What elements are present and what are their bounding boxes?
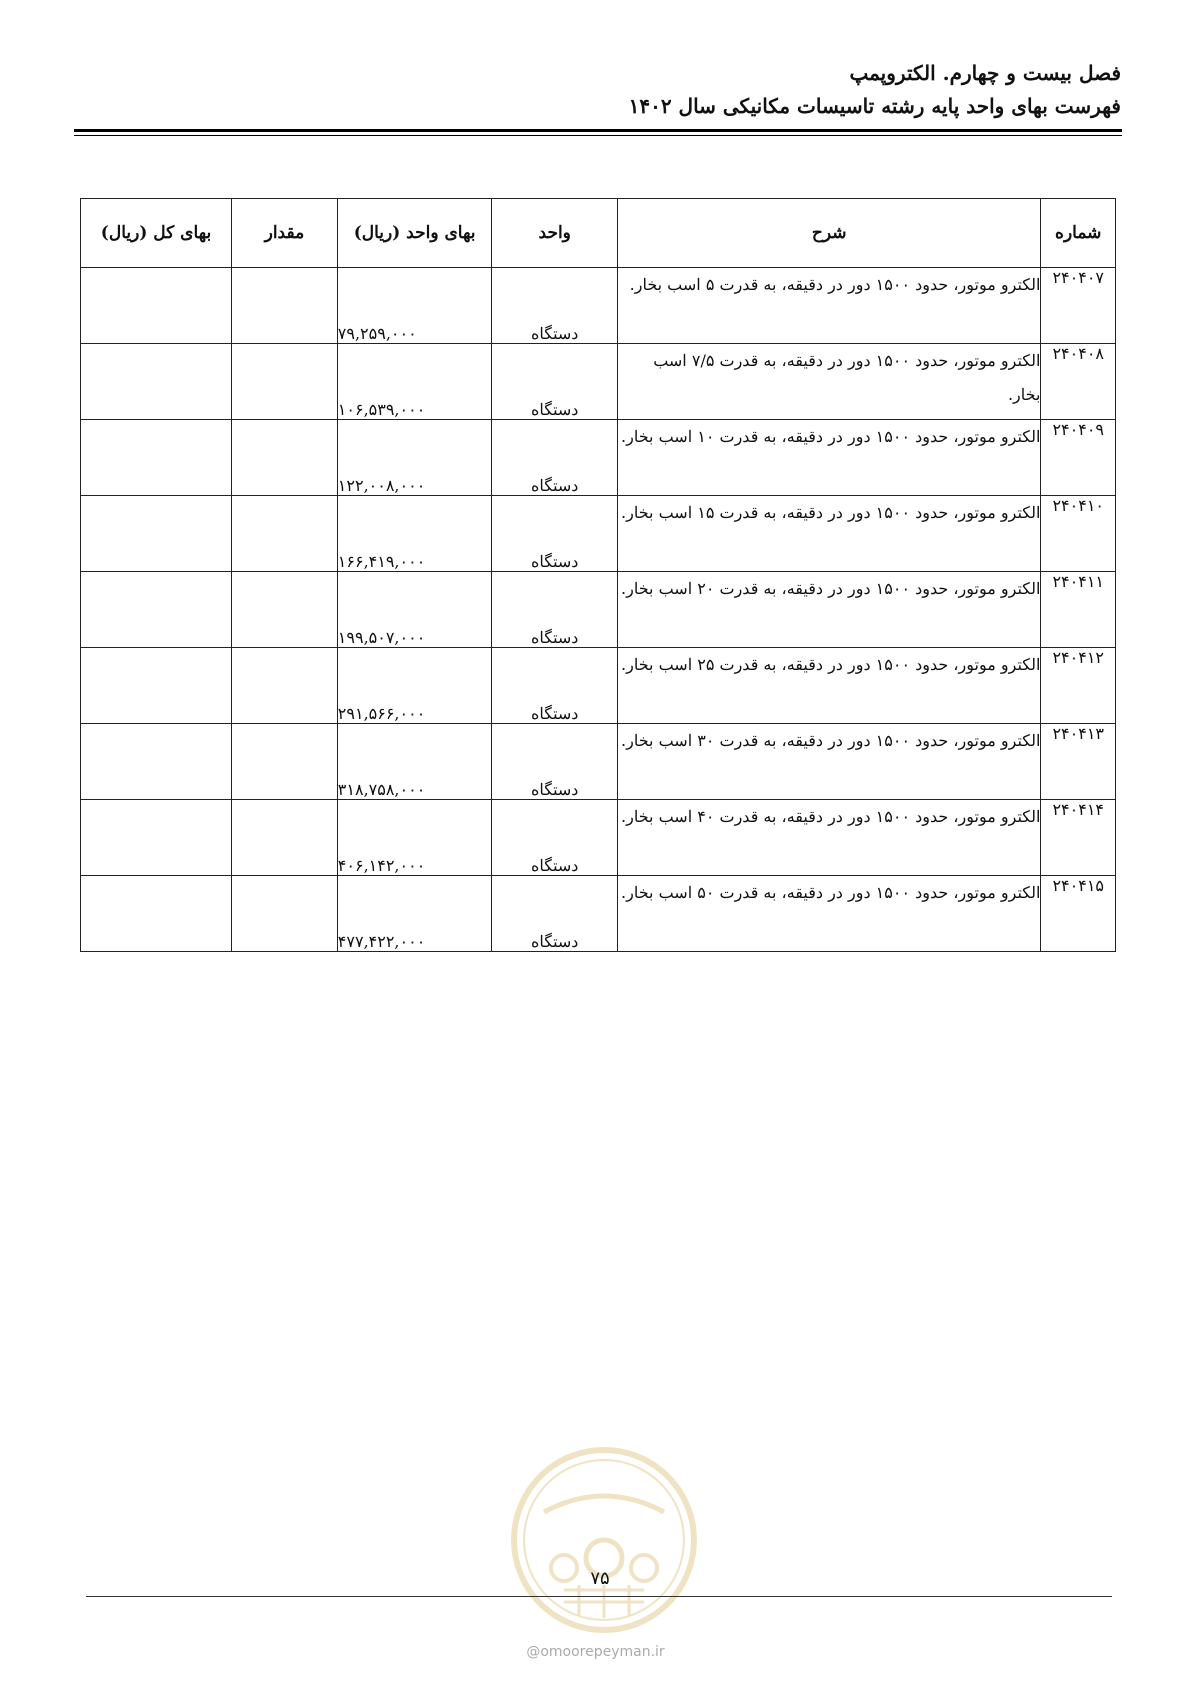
row-total-price <box>81 344 232 420</box>
row-description: الکترو موتور، حدود ۱۵۰۰ دور در دقیقه، به قدرت ۲۰ اسب بخار. <box>617 572 1041 648</box>
row-unit: دستگاه <box>492 420 617 496</box>
row-quantity <box>232 800 338 876</box>
row-unit-price: ۲۹۱,۵۶۶,۰۰۰ <box>337 648 492 724</box>
row-code: ۲۴۰۴۱۳ <box>1041 724 1116 800</box>
table-row <box>81 876 1116 952</box>
row-unit: دستگاه <box>492 724 617 800</box>
footer-rule <box>86 1596 1112 1597</box>
row-description: الکترو موتور، حدود ۱۵۰۰ دور در دقیقه، به قدرت ۴۰ اسب بخار. <box>617 800 1041 876</box>
header-rule-thick <box>74 129 1122 132</box>
row-total-price <box>81 876 232 952</box>
row-unit: دستگاه <box>492 496 617 572</box>
table-row <box>81 572 1116 648</box>
row-unit-price: ۱۹۹,۵۰۷,۰۰۰ <box>337 572 492 648</box>
table-row <box>81 648 1116 724</box>
price-table <box>80 198 1116 952</box>
row-description: الکترو موتور، حدود ۱۵۰۰ دور در دقیقه، به قدرت ۷/۵ اسب بخار. <box>617 344 1041 420</box>
row-quantity <box>232 344 338 420</box>
row-quantity <box>232 876 338 952</box>
row-description: الکترو موتور، حدود ۱۵۰۰ دور در دقیقه، به قدرت ۲۵ اسب بخار. <box>617 648 1041 724</box>
row-quantity <box>232 420 338 496</box>
website-credit: @omoorepeyman.ir <box>526 1644 665 1660</box>
row-unit: دستگاه <box>492 876 617 952</box>
row-quantity <box>232 268 338 344</box>
row-total-price <box>81 572 232 648</box>
row-code: ۲۴۰۴۰۸ <box>1041 344 1116 420</box>
column-header-total-price: بهای کل (ریال) <box>81 199 232 268</box>
row-unit: دستگاه <box>492 572 617 648</box>
row-code: ۲۴۰۴۱۴ <box>1041 800 1116 876</box>
row-code: ۲۴۰۴۱۰ <box>1041 496 1116 572</box>
header-rule-thin <box>74 135 1122 136</box>
row-description: الکترو موتور، حدود ۱۵۰۰ دور در دقیقه، به قدرت ۵ اسب بخار. <box>617 268 1041 344</box>
row-quantity <box>232 572 338 648</box>
row-unit-price: ۴۷۷,۴۲۲,۰۰۰ <box>337 876 492 952</box>
page-number: ۷۵ <box>590 1568 610 1589</box>
table-row <box>81 496 1116 572</box>
row-unit-price: ۳۱۸,۷۵۸,۰۰۰ <box>337 724 492 800</box>
row-unit-price: ۴۰۶,۱۴۲,۰۰۰ <box>337 800 492 876</box>
column-header-unit: واحد <box>492 199 617 268</box>
table-row <box>81 420 1116 496</box>
row-unit-price: ۱۶۶,۴۱۹,۰۰۰ <box>337 496 492 572</box>
row-unit: دستگاه <box>492 800 617 876</box>
column-header-description: شرح <box>617 199 1041 268</box>
row-description: الکترو موتور، حدود ۱۵۰۰ دور در دقیقه، به قدرت ۱۰ اسب بخار. <box>617 420 1041 496</box>
table-row <box>81 800 1116 876</box>
row-total-price <box>81 648 232 724</box>
row-code: ۲۴۰۴۱۲ <box>1041 648 1116 724</box>
row-code: ۲۴۰۴۰۷ <box>1041 268 1116 344</box>
page-header <box>69 58 1121 121</box>
column-header-quantity: مقدار <box>232 199 338 268</box>
table-row <box>81 724 1116 800</box>
row-description: الکترو موتور، حدود ۱۵۰۰ دور در دقیقه، به قدرت ۵۰ اسب بخار. <box>617 876 1041 952</box>
row-unit-price: ۱۲۲,۰۰۸,۰۰۰ <box>337 420 492 496</box>
row-unit-price: ۱۰۶,۵۳۹,۰۰۰ <box>337 344 492 420</box>
row-unit: دستگاه <box>492 648 617 724</box>
row-quantity <box>232 648 338 724</box>
row-total-price <box>81 800 232 876</box>
table-header-row <box>81 199 1116 268</box>
table-row <box>81 268 1116 344</box>
row-description: الکترو موتور، حدود ۱۵۰۰ دور در دقیقه، به قدرت ۳۰ اسب بخار. <box>617 724 1041 800</box>
watermark-logo <box>504 1440 704 1640</box>
row-unit: دستگاه <box>492 344 617 420</box>
row-quantity <box>232 724 338 800</box>
row-quantity <box>232 496 338 572</box>
chapter-title: فصل بیست و چهارم. الکتروپمپ <box>849 61 1121 85</box>
column-header-code: شماره <box>1041 199 1116 268</box>
row-description: الکترو موتور، حدود ۱۵۰۰ دور در دقیقه، به قدرت ۱۵ اسب بخار. <box>617 496 1041 572</box>
column-header-unit-price: بهای واحد (ریال) <box>337 199 492 268</box>
row-total-price <box>81 724 232 800</box>
row-unit-price: ۷۹,۲۵۹,۰۰۰ <box>337 268 492 344</box>
row-total-price <box>81 496 232 572</box>
document-title: فهرست بهای واحد پایه رشته تاسیسات مکانیکی سال ۱۴۰۲ <box>628 94 1121 118</box>
row-code: ۲۴۰۴۱۱ <box>1041 572 1116 648</box>
row-unit: دستگاه <box>492 268 617 344</box>
row-total-price <box>81 268 232 344</box>
row-total-price <box>81 420 232 496</box>
row-code: ۲۴۰۴۱۵ <box>1041 876 1116 952</box>
row-code: ۲۴۰۴۰۹ <box>1041 420 1116 496</box>
table-row <box>81 344 1116 420</box>
